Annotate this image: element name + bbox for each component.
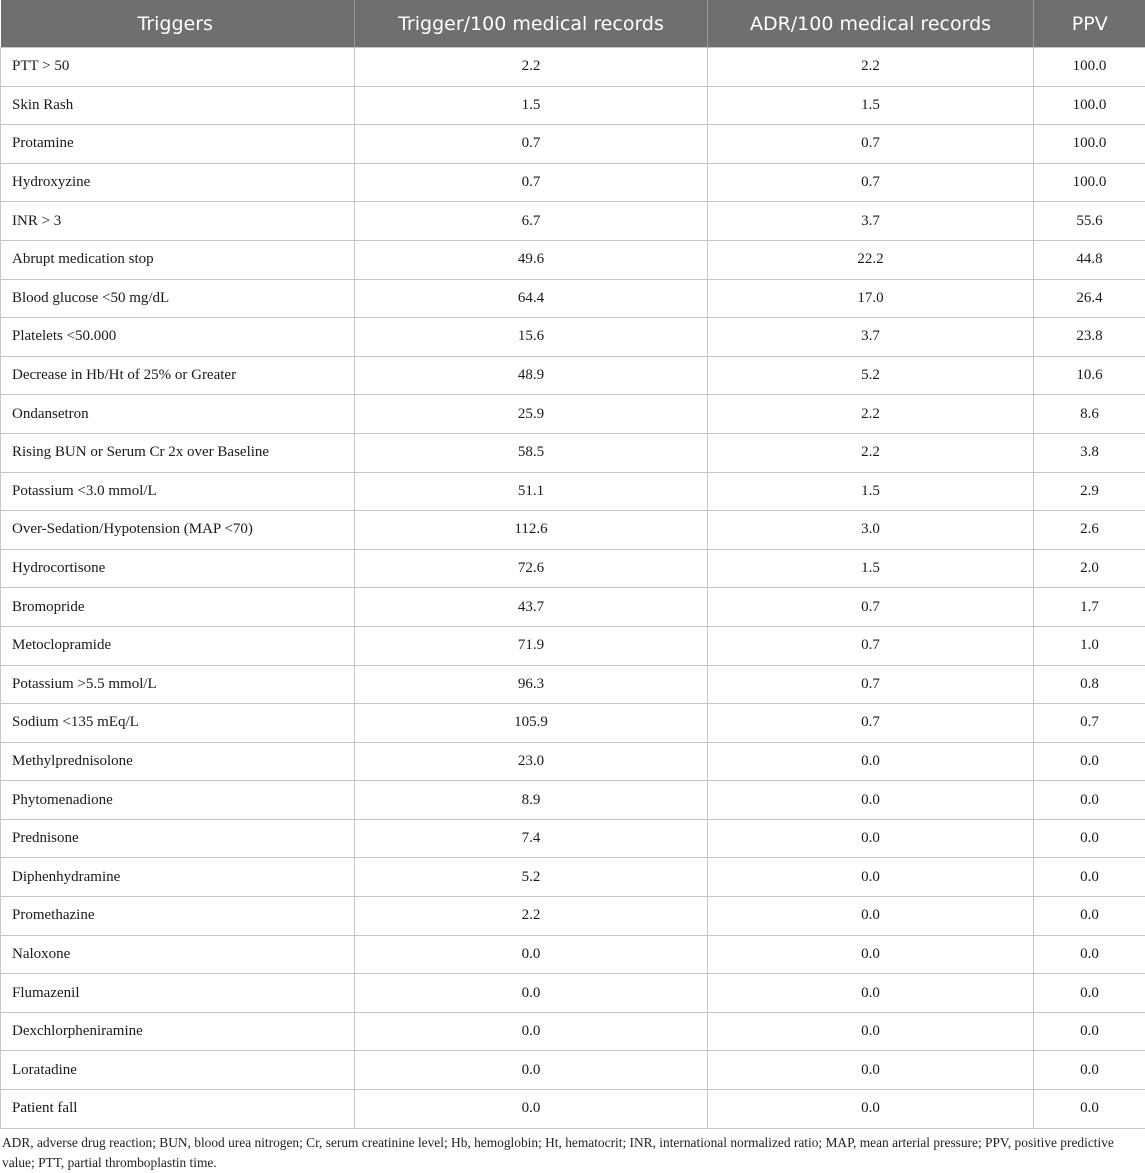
cell-trigger-per-100: 0.0 [355,935,708,974]
header-trigger-per-100: Trigger/100 medical records [355,0,708,48]
cell-trigger-name: Potassium >5.5 mmol/L [1,665,355,704]
cell-ppv: 0.0 [1034,858,1145,897]
header-triggers: Triggers [1,0,355,48]
cell-trigger-per-100: 6.7 [355,202,708,241]
cell-trigger-per-100: 48.9 [355,356,708,395]
table-row [1,511,1145,550]
table-row [1,279,1145,318]
table-row [1,588,1145,627]
table-row [1,781,1145,820]
table-row [1,1090,1145,1129]
cell-adr-per-100: 2.2 [708,48,1034,87]
header-ppv: PPV [1034,0,1145,48]
cell-trigger-per-100: 8.9 [355,781,708,820]
cell-trigger-name: Protamine [1,125,355,164]
cell-adr-per-100: 1.5 [708,549,1034,588]
cell-trigger-name: INR > 3 [1,202,355,241]
cell-ppv: 100.0 [1034,163,1145,202]
table-row [1,704,1145,743]
cell-trigger-per-100: 23.0 [355,742,708,781]
table-row [1,549,1145,588]
cell-adr-per-100: 0.7 [708,704,1034,743]
cell-trigger-name: Rising BUN or Serum Cr 2x over Baseline [1,433,355,472]
cell-ppv: 2.6 [1034,511,1145,550]
cell-trigger-name: Sodium <135 mEq/L [1,704,355,743]
cell-adr-per-100: 22.2 [708,240,1034,279]
table-row [1,433,1145,472]
cell-adr-per-100: 5.2 [708,356,1034,395]
table-row [1,125,1145,164]
cell-trigger-per-100: 43.7 [355,588,708,627]
cell-trigger-per-100: 15.6 [355,318,708,357]
table-header [1,0,1145,48]
cell-trigger-name: Patient fall [1,1090,355,1129]
cell-ppv: 100.0 [1034,48,1145,87]
cell-ppv: 1.0 [1034,626,1145,665]
table-row [1,395,1145,434]
cell-ppv: 2.9 [1034,472,1145,511]
table-row [1,48,1145,87]
cell-adr-per-100: 0.7 [708,588,1034,627]
cell-ppv: 44.8 [1034,240,1145,279]
cell-ppv: 100.0 [1034,86,1145,125]
cell-adr-per-100: 1.5 [708,86,1034,125]
cell-ppv: 0.0 [1034,1090,1145,1129]
cell-trigger-name: Potassium <3.0 mmol/L [1,472,355,511]
table-row [1,858,1145,897]
table-row [1,1012,1145,1051]
cell-trigger-per-100: 49.6 [355,240,708,279]
cell-adr-per-100: 0.7 [708,626,1034,665]
cell-ppv: 0.8 [1034,665,1145,704]
table-row [1,626,1145,665]
cell-ppv: 0.0 [1034,742,1145,781]
cell-ppv: 10.6 [1034,356,1145,395]
cell-trigger-per-100: 105.9 [355,704,708,743]
cell-ppv: 26.4 [1034,279,1145,318]
cell-trigger-per-100: 5.2 [355,858,708,897]
cell-trigger-name: Blood glucose <50 mg/dL [1,279,355,318]
cell-ppv: 2.0 [1034,549,1145,588]
table-row [1,665,1145,704]
table-row [1,86,1145,125]
cell-trigger-per-100: 7.4 [355,819,708,858]
cell-adr-per-100: 17.0 [708,279,1034,318]
cell-ppv: 0.0 [1034,819,1145,858]
table-row [1,163,1145,202]
cell-trigger-per-100: 71.9 [355,626,708,665]
cell-ppv: 0.0 [1034,1051,1145,1090]
table-row [1,819,1145,858]
header-row [1,0,1145,48]
header-adr-per-100: ADR/100 medical records [708,0,1034,48]
table-row [1,356,1145,395]
cell-ppv: 1.7 [1034,588,1145,627]
cell-adr-per-100: 3.0 [708,511,1034,550]
cell-trigger-name: Hydrocortisone [1,549,355,588]
cell-trigger-per-100: 1.5 [355,86,708,125]
cell-trigger-name: Flumazenil [1,974,355,1013]
cell-adr-per-100: 0.0 [708,819,1034,858]
cell-ppv: 0.0 [1034,935,1145,974]
cell-ppv: 0.0 [1034,974,1145,1013]
cell-trigger-per-100: 51.1 [355,472,708,511]
table-row [1,318,1145,357]
cell-trigger-name: Diphenhydramine [1,858,355,897]
cell-trigger-per-100: 0.0 [355,974,708,1013]
cell-trigger-name: Skin Rash [1,86,355,125]
cell-trigger-per-100: 2.2 [355,897,708,936]
cell-trigger-name: Promethazine [1,897,355,936]
cell-adr-per-100: 0.0 [708,742,1034,781]
cell-trigger-per-100: 2.2 [355,48,708,87]
cell-adr-per-100: 0.7 [708,665,1034,704]
cell-trigger-per-100: 0.0 [355,1090,708,1129]
cell-ppv: 0.7 [1034,704,1145,743]
cell-trigger-name: Ondansetron [1,395,355,434]
cell-adr-per-100: 0.0 [708,935,1034,974]
cell-ppv: 0.0 [1034,897,1145,936]
cell-trigger-per-100: 0.0 [355,1012,708,1051]
cell-adr-per-100: 3.7 [708,202,1034,241]
cell-trigger-per-100: 0.7 [355,163,708,202]
cell-adr-per-100: 2.2 [708,433,1034,472]
cell-adr-per-100: 0.7 [708,125,1034,164]
cell-trigger-name: Bromopride [1,588,355,627]
table-row [1,240,1145,279]
cell-adr-per-100: 3.7 [708,318,1034,357]
cell-adr-per-100: 0.0 [708,781,1034,820]
table-row [1,742,1145,781]
cell-trigger-name: Hydroxyzine [1,163,355,202]
table-row [1,472,1145,511]
table-row [1,897,1145,936]
cell-trigger-name: Metoclopramide [1,626,355,665]
cell-trigger-name: Methylprednisolone [1,742,355,781]
cell-trigger-per-100: 72.6 [355,549,708,588]
cell-adr-per-100: 0.0 [708,1051,1034,1090]
table-row [1,1051,1145,1090]
cell-trigger-per-100: 96.3 [355,665,708,704]
cell-ppv: 0.0 [1034,1012,1145,1051]
cell-trigger-per-100: 58.5 [355,433,708,472]
cell-ppv: 8.6 [1034,395,1145,434]
cell-ppv: 100.0 [1034,125,1145,164]
cell-adr-per-100: 0.0 [708,897,1034,936]
cell-trigger-per-100: 0.0 [355,1051,708,1090]
cell-adr-per-100: 0.0 [708,1012,1034,1051]
cell-ppv: 0.0 [1034,781,1145,820]
cell-trigger-per-100: 112.6 [355,511,708,550]
cell-adr-per-100: 2.2 [708,395,1034,434]
cell-trigger-per-100: 25.9 [355,395,708,434]
cell-adr-per-100: 1.5 [708,472,1034,511]
cell-trigger-per-100: 0.7 [355,125,708,164]
cell-trigger-name: Abrupt medication stop [1,240,355,279]
table-row [1,935,1145,974]
table-row [1,202,1145,241]
cell-trigger-per-100: 64.4 [355,279,708,318]
cell-adr-per-100: 0.0 [708,974,1034,1013]
cell-trigger-name: Dexchlorpheniramine [1,1012,355,1051]
cell-trigger-name: PTT > 50 [1,48,355,87]
cell-trigger-name: Platelets <50.000 [1,318,355,357]
cell-trigger-name: Prednisone [1,819,355,858]
cell-trigger-name: Loratadine [1,1051,355,1090]
cell-trigger-name: Over-Sedation/Hypotension (MAP <70) [1,511,355,550]
cell-ppv: 3.8 [1034,433,1145,472]
cell-adr-per-100: 0.0 [708,1090,1034,1129]
cell-trigger-name: Naloxone [1,935,355,974]
cell-adr-per-100: 0.0 [708,858,1034,897]
cell-trigger-name: Phytomenadione [1,781,355,820]
cell-ppv: 55.6 [1034,202,1145,241]
cell-adr-per-100: 0.7 [708,163,1034,202]
cell-trigger-name: Decrease in Hb/Ht of 25% or Greater [1,356,355,395]
cell-ppv: 23.8 [1034,318,1145,357]
table-footnote: ADR, adverse drug reaction; BUN, blood urea nitrogen; Cr, serum creatinine level; Hb, hemoglobin; Ht, hematocrit; INR, international normalized ratio; MAP, mean arterial pressure; PPV, positive predictive value; PTT, partial thromboplastin time. [0,1129,1145,1173]
table-row [1,974,1145,1013]
table-body [1,48,1145,1129]
